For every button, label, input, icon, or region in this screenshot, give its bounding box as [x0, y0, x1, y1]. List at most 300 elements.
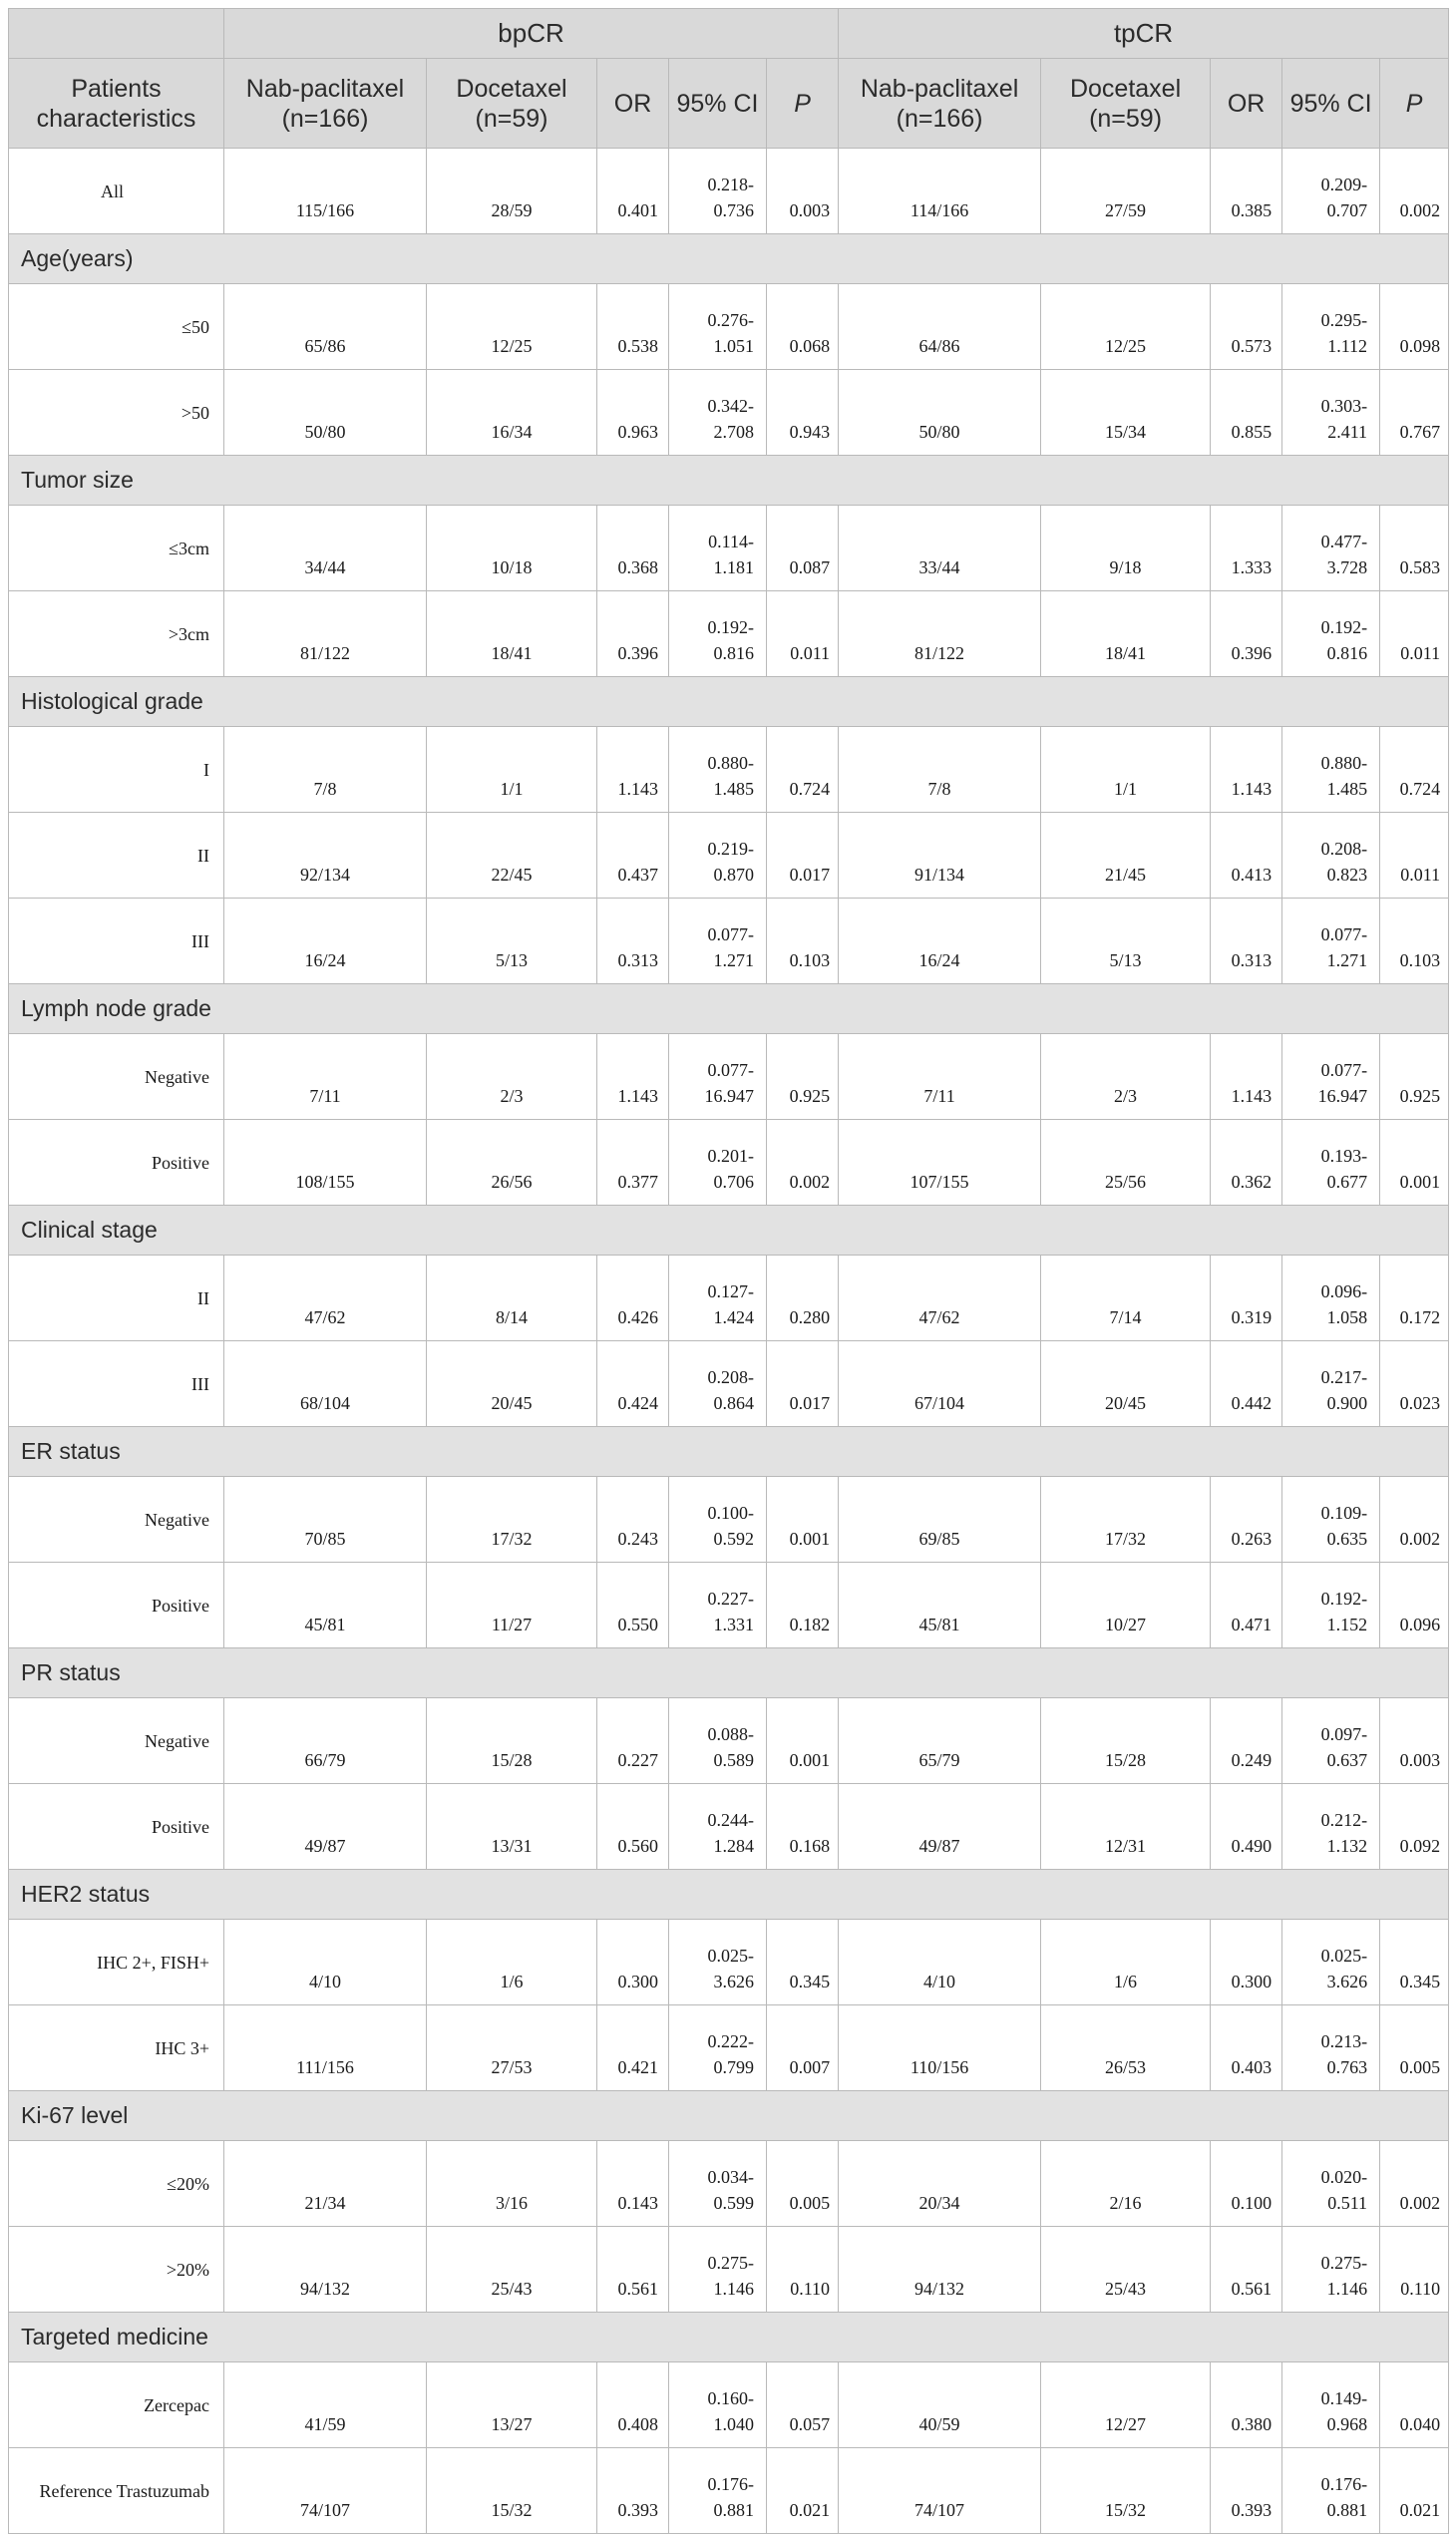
table-wrapper — [8, 8, 1448, 2534]
bpcr-or-cell: 0.963 — [597, 370, 669, 456]
bpcr-or-cell: 0.560 — [597, 1784, 669, 1870]
row-label: All — [9, 149, 224, 234]
tpcr-ci-cell — [1282, 2448, 1380, 2534]
bpcr-nab-cell: 65/86 — [224, 284, 427, 370]
ci-upper: 1.271 — [1326, 950, 1368, 970]
row-label: ≤3cm — [9, 506, 224, 591]
bpcr-p-cell: 0.011 — [767, 591, 839, 677]
bpcr-ci-cell — [669, 1256, 767, 1341]
tpcr-ci-cell — [1282, 1256, 1380, 1341]
bpcr-p-cell: 0.017 — [767, 813, 839, 899]
ci-upper: 0.968 — [1326, 2414, 1368, 2434]
tpcr-ci-cell — [1282, 1784, 1380, 1870]
table-row — [9, 370, 1449, 456]
tpcr-nab-cell: 16/24 — [839, 899, 1041, 984]
bpcr-ci-cell — [669, 1698, 767, 1784]
bpcr-p-cell: 0.068 — [767, 284, 839, 370]
bpcr-doc-cell: 1/6 — [427, 1920, 597, 2005]
ci-lower: 0.208- — [1320, 839, 1368, 859]
tpcr-ci-cell — [1282, 591, 1380, 677]
bpcr-ci-cell — [669, 899, 767, 984]
bpcr-or-cell: 0.538 — [597, 284, 669, 370]
bpcr-or-cell: 0.426 — [597, 1256, 669, 1341]
bpcr-or-cell: 0.368 — [597, 506, 669, 591]
row-label: III — [9, 1341, 224, 1427]
tpcr-doc-cell: 7/14 — [1041, 1256, 1211, 1341]
ci-lower: 0.212- — [1320, 1810, 1368, 1830]
header-patients: Patients characteristics — [9, 59, 224, 149]
tpcr-nab-cell: 65/79 — [839, 1698, 1041, 1784]
ci-lower: 0.077- — [1320, 924, 1368, 944]
bpcr-nab-cell: 108/155 — [224, 1120, 427, 1206]
header-bpcr-ci: 95% CI — [669, 59, 767, 149]
tpcr-doc-cell: 12/31 — [1041, 1784, 1211, 1870]
bpcr-or-cell: 0.377 — [597, 1120, 669, 1206]
section-label: Targeted medicine — [9, 2313, 1449, 2362]
ci-upper: 0.881 — [713, 2500, 754, 2520]
header-bpcr-p: P — [767, 59, 839, 149]
tpcr-nab-cell: 7/11 — [839, 1034, 1041, 1120]
tpcr-p-cell: 0.096 — [1380, 1563, 1449, 1648]
group-header-row — [9, 9, 1449, 59]
ci-lower: 0.096- — [1320, 1281, 1368, 1301]
tpcr-p-cell: 0.767 — [1380, 370, 1449, 456]
bpcr-or-cell: 0.300 — [597, 1920, 669, 2005]
tpcr-ci-cell — [1282, 1477, 1380, 1563]
header-tpcr: tpCR — [839, 9, 1449, 59]
ci-upper: 0.707 — [1326, 200, 1368, 220]
ci-upper: 0.881 — [1326, 2500, 1368, 2520]
ci-upper: 2.411 — [1327, 422, 1368, 442]
ci-upper: 3.626 — [1326, 1972, 1368, 1991]
row-label: IHC 3+ — [9, 2005, 224, 2091]
ci-lower: 0.880- — [707, 753, 754, 773]
bpcr-doc-cell: 17/32 — [427, 1477, 597, 1563]
bpcr-doc-cell: 22/45 — [427, 813, 597, 899]
ci-upper: 1.485 — [713, 779, 754, 799]
bpcr-doc-cell: 13/27 — [427, 2362, 597, 2448]
row-label: II — [9, 1256, 224, 1341]
header-tpcr-or: OR — [1211, 59, 1282, 149]
bpcr-p-cell: 0.168 — [767, 1784, 839, 1870]
ci-lower: 0.025- — [1320, 1946, 1368, 1966]
tpcr-p-cell: 0.172 — [1380, 1256, 1449, 1341]
ci-lower: 0.219- — [707, 839, 754, 859]
tpcr-nab-cell: 110/156 — [839, 2005, 1041, 2091]
table-row — [9, 1920, 1449, 2005]
tpcr-or-cell: 0.385 — [1211, 149, 1282, 234]
tpcr-nab-cell: 50/80 — [839, 370, 1041, 456]
tpcr-or-cell: 0.561 — [1211, 2227, 1282, 2313]
tpcr-ci-cell — [1282, 1563, 1380, 1648]
ci-lower: 0.176- — [707, 2474, 754, 2494]
ci-lower: 0.227- — [707, 1589, 754, 1609]
bpcr-doc-cell: 1/1 — [427, 727, 597, 813]
ci-lower: 0.209- — [1320, 175, 1368, 194]
bpcr-nab-cell: 74/107 — [224, 2448, 427, 2534]
ci-lower: 0.217- — [1320, 1367, 1368, 1387]
table-row — [9, 2005, 1449, 2091]
ci-lower: 0.160- — [707, 2388, 754, 2408]
bpcr-nab-cell: 7/8 — [224, 727, 427, 813]
section-row — [9, 1206, 1449, 1256]
bpcr-or-cell: 0.401 — [597, 149, 669, 234]
tpcr-or-cell: 0.100 — [1211, 2141, 1282, 2227]
ci-lower: 0.477- — [1320, 532, 1368, 551]
ci-lower: 0.020- — [1320, 2167, 1368, 2187]
tpcr-p-cell: 0.110 — [1380, 2227, 1449, 2313]
bpcr-nab-cell: 47/62 — [224, 1256, 427, 1341]
bpcr-doc-cell: 8/14 — [427, 1256, 597, 1341]
section-row — [9, 984, 1449, 1034]
bpcr-ci-cell — [669, 813, 767, 899]
bpcr-nab-cell: 7/11 — [224, 1034, 427, 1120]
header-bpcr-nab: Nab-paclitaxel (n=166) — [224, 59, 427, 149]
table-row — [9, 2141, 1449, 2227]
row-label: Positive — [9, 1563, 224, 1648]
row-label: Positive — [9, 1120, 224, 1206]
ci-upper: 1.284 — [713, 1836, 754, 1856]
ci-lower: 0.342- — [707, 396, 754, 416]
tpcr-doc-cell: 26/53 — [1041, 2005, 1211, 2091]
ci-upper: 0.637 — [1326, 1750, 1368, 1770]
tpcr-p-cell: 0.011 — [1380, 591, 1449, 677]
ci-lower: 0.077- — [1320, 1060, 1368, 1080]
ci-upper: 2.708 — [713, 422, 754, 442]
tpcr-or-cell: 0.413 — [1211, 813, 1282, 899]
row-label: III — [9, 899, 224, 984]
header-corner — [9, 9, 224, 59]
tpcr-p-cell: 0.583 — [1380, 506, 1449, 591]
section-label: HER2 status — [9, 1870, 1449, 1920]
ci-upper: 0.816 — [713, 643, 754, 663]
bpcr-doc-cell: 2/3 — [427, 1034, 597, 1120]
ci-lower: 0.208- — [707, 1367, 754, 1387]
bpcr-or-cell: 0.437 — [597, 813, 669, 899]
bpcr-nab-cell: 16/24 — [224, 899, 427, 984]
ci-upper: 1.485 — [1326, 779, 1368, 799]
table-row — [9, 1120, 1449, 1206]
tpcr-or-cell: 0.319 — [1211, 1256, 1282, 1341]
bpcr-or-cell: 0.561 — [597, 2227, 669, 2313]
bpcr-p-cell: 0.001 — [767, 1698, 839, 1784]
bpcr-or-cell: 0.424 — [597, 1341, 669, 1427]
tpcr-doc-cell: 27/59 — [1041, 149, 1211, 234]
header-tpcr-doc: Docetaxel (n=59) — [1041, 59, 1211, 149]
bpcr-doc-cell: 12/25 — [427, 284, 597, 370]
table-row — [9, 727, 1449, 813]
tpcr-or-cell: 1.143 — [1211, 1034, 1282, 1120]
section-row — [9, 1648, 1449, 1698]
tpcr-or-cell: 1.333 — [1211, 506, 1282, 591]
row-label: Negative — [9, 1698, 224, 1784]
bpcr-nab-cell: 115/166 — [224, 149, 427, 234]
table-row — [9, 899, 1449, 984]
tpcr-ci-cell — [1282, 1120, 1380, 1206]
ci-lower: 0.077- — [707, 924, 754, 944]
bpcr-doc-cell: 26/56 — [427, 1120, 597, 1206]
bpcr-ci-cell — [669, 1341, 767, 1427]
bpcr-doc-cell: 10/18 — [427, 506, 597, 591]
tpcr-p-cell: 0.011 — [1380, 813, 1449, 899]
table-row — [9, 1256, 1449, 1341]
ci-upper: 0.799 — [713, 2057, 754, 2077]
bpcr-doc-cell: 18/41 — [427, 591, 597, 677]
tpcr-nab-cell: 40/59 — [839, 2362, 1041, 2448]
tpcr-ci-cell — [1282, 1920, 1380, 2005]
ci-upper: 16.947 — [1317, 1086, 1368, 1106]
bpcr-or-cell: 0.227 — [597, 1698, 669, 1784]
ci-lower: 0.275- — [1320, 2253, 1368, 2273]
ci-lower: 0.201- — [707, 1146, 754, 1166]
tpcr-ci-cell — [1282, 1698, 1380, 1784]
tpcr-p-cell: 0.002 — [1380, 1477, 1449, 1563]
section-label: Tumor size — [9, 456, 1449, 506]
ci-lower: 0.275- — [707, 2253, 754, 2273]
bpcr-ci-cell — [669, 591, 767, 677]
tpcr-nab-cell: 47/62 — [839, 1256, 1041, 1341]
bpcr-ci-cell — [669, 149, 767, 234]
tpcr-or-cell: 0.442 — [1211, 1341, 1282, 1427]
ci-upper: 0.823 — [1326, 865, 1368, 885]
row-label: I — [9, 727, 224, 813]
row-label: Positive — [9, 1784, 224, 1870]
tpcr-doc-cell: 9/18 — [1041, 506, 1211, 591]
bpcr-p-cell: 0.925 — [767, 1034, 839, 1120]
bpcr-doc-cell: 3/16 — [427, 2141, 597, 2227]
tpcr-ci-cell — [1282, 506, 1380, 591]
bpcr-or-cell: 1.143 — [597, 1034, 669, 1120]
tpcr-p-cell: 0.092 — [1380, 1784, 1449, 1870]
bpcr-or-cell: 1.143 — [597, 727, 669, 813]
bpcr-ci-cell — [669, 1563, 767, 1648]
tpcr-ci-cell — [1282, 1341, 1380, 1427]
bpcr-p-cell: 0.002 — [767, 1120, 839, 1206]
table-row — [9, 2362, 1449, 2448]
bpcr-p-cell: 0.003 — [767, 149, 839, 234]
tpcr-or-cell: 1.143 — [1211, 727, 1282, 813]
bpcr-doc-cell: 16/34 — [427, 370, 597, 456]
ci-upper: 3.626 — [713, 1972, 754, 1991]
ci-upper: 1.132 — [1326, 1836, 1368, 1856]
bpcr-doc-cell: 28/59 — [427, 149, 597, 234]
bpcr-ci-cell — [669, 1120, 767, 1206]
bpcr-nab-cell: 68/104 — [224, 1341, 427, 1427]
bpcr-ci-cell — [669, 2005, 767, 2091]
tpcr-doc-cell: 5/13 — [1041, 899, 1211, 984]
header-tpcr-p: P — [1380, 59, 1449, 149]
bpcr-p-cell: 0.110 — [767, 2227, 839, 2313]
tpcr-nab-cell: 114/166 — [839, 149, 1041, 234]
bpcr-nab-cell: 94/132 — [224, 2227, 427, 2313]
tpcr-nab-cell: 33/44 — [839, 506, 1041, 591]
bpcr-p-cell: 0.943 — [767, 370, 839, 456]
bpcr-ci-cell — [669, 2227, 767, 2313]
tpcr-ci-cell — [1282, 727, 1380, 813]
ci-upper: 0.599 — [713, 2193, 754, 2213]
bpcr-ci-cell — [669, 727, 767, 813]
tpcr-p-cell: 0.925 — [1380, 1034, 1449, 1120]
bpcr-or-cell: 0.550 — [597, 1563, 669, 1648]
ci-lower: 0.276- — [707, 310, 754, 330]
tpcr-or-cell: 0.855 — [1211, 370, 1282, 456]
ci-upper: 1.112 — [1327, 336, 1368, 356]
tpcr-p-cell: 0.023 — [1380, 1341, 1449, 1427]
bpcr-doc-cell: 25/43 — [427, 2227, 597, 2313]
tpcr-p-cell: 0.005 — [1380, 2005, 1449, 2091]
table-row — [9, 1563, 1449, 1648]
tpcr-ci-cell — [1282, 2005, 1380, 2091]
tpcr-p-cell: 0.002 — [1380, 2141, 1449, 2227]
tpcr-nab-cell: 20/34 — [839, 2141, 1041, 2227]
tpcr-or-cell: 0.362 — [1211, 1120, 1282, 1206]
bpcr-or-cell: 0.408 — [597, 2362, 669, 2448]
ci-upper: 1.146 — [1326, 2279, 1368, 2299]
bpcr-doc-cell: 15/32 — [427, 2448, 597, 2534]
section-row — [9, 1870, 1449, 1920]
tpcr-doc-cell: 2/3 — [1041, 1034, 1211, 1120]
section-label: Lymph node grade — [9, 984, 1449, 1034]
bpcr-or-cell: 0.396 — [597, 591, 669, 677]
bpcr-p-cell: 0.017 — [767, 1341, 839, 1427]
bpcr-doc-cell: 15/28 — [427, 1698, 597, 1784]
tpcr-nab-cell: 94/132 — [839, 2227, 1041, 2313]
tpcr-p-cell: 0.098 — [1380, 284, 1449, 370]
tpcr-p-cell: 0.345 — [1380, 1920, 1449, 2005]
header-tpcr-ci: 95% CI — [1282, 59, 1380, 149]
tpcr-ci-cell — [1282, 370, 1380, 456]
bpcr-p-cell: 0.345 — [767, 1920, 839, 2005]
bpcr-ci-cell — [669, 1477, 767, 1563]
bpcr-nab-cell: 34/44 — [224, 506, 427, 591]
section-label: Histological grade — [9, 677, 1449, 727]
bpcr-nab-cell: 49/87 — [224, 1784, 427, 1870]
tpcr-doc-cell: 15/32 — [1041, 2448, 1211, 2534]
ci-upper: 0.763 — [1326, 2057, 1368, 2077]
ci-lower: 0.244- — [707, 1810, 754, 1830]
tpcr-ci-cell — [1282, 2141, 1380, 2227]
tpcr-ci-cell — [1282, 284, 1380, 370]
tpcr-or-cell: 0.300 — [1211, 1920, 1282, 2005]
bpcr-p-cell: 0.057 — [767, 2362, 839, 2448]
row-label: Negative — [9, 1034, 224, 1120]
tpcr-or-cell: 0.263 — [1211, 1477, 1282, 1563]
ci-lower: 0.109- — [1320, 1503, 1368, 1523]
section-row — [9, 234, 1449, 284]
table-row — [9, 2448, 1449, 2534]
bpcr-nab-cell: 21/34 — [224, 2141, 427, 2227]
ci-lower: 0.034- — [707, 2167, 754, 2187]
ci-upper: 1.271 — [713, 950, 754, 970]
bpcr-or-cell: 0.421 — [597, 2005, 669, 2091]
tpcr-nab-cell: 7/8 — [839, 727, 1041, 813]
tpcr-or-cell: 0.393 — [1211, 2448, 1282, 2534]
bpcr-doc-cell: 20/45 — [427, 1341, 597, 1427]
bpcr-ci-cell — [669, 506, 767, 591]
bpcr-ci-cell — [669, 370, 767, 456]
section-row — [9, 2313, 1449, 2362]
tpcr-or-cell: 0.249 — [1211, 1698, 1282, 1784]
ci-upper: 0.736 — [713, 200, 754, 220]
tpcr-doc-cell: 21/45 — [1041, 813, 1211, 899]
ci-upper: 0.635 — [1326, 1529, 1368, 1549]
ci-upper: 1.152 — [1326, 1615, 1368, 1634]
tpcr-doc-cell: 17/32 — [1041, 1477, 1211, 1563]
table-row — [9, 506, 1449, 591]
tpcr-p-cell: 0.003 — [1380, 1698, 1449, 1784]
tpcr-nab-cell: 81/122 — [839, 591, 1041, 677]
tpcr-doc-cell: 18/41 — [1041, 591, 1211, 677]
ci-upper: 0.589 — [713, 1750, 754, 1770]
ci-lower: 0.097- — [1320, 1724, 1368, 1744]
ci-lower: 0.303- — [1320, 396, 1368, 416]
row-label: >50 — [9, 370, 224, 456]
bpcr-p-cell: 0.021 — [767, 2448, 839, 2534]
tpcr-p-cell: 0.001 — [1380, 1120, 1449, 1206]
tpcr-ci-cell — [1282, 2227, 1380, 2313]
ci-lower: 0.127- — [707, 1281, 754, 1301]
ci-lower: 0.077- — [707, 1060, 754, 1080]
ci-upper: 0.677 — [1326, 1172, 1368, 1192]
section-row — [9, 677, 1449, 727]
bpcr-p-cell: 0.005 — [767, 2141, 839, 2227]
row-label: Reference Trastuzumab — [9, 2448, 224, 2534]
bpcr-p-cell: 0.724 — [767, 727, 839, 813]
header-tpcr-nab: Nab-paclitaxel (n=166) — [839, 59, 1041, 149]
tpcr-nab-cell: 45/81 — [839, 1563, 1041, 1648]
ci-lower: 0.192- — [1320, 617, 1368, 637]
ci-upper: 1.181 — [713, 557, 754, 577]
tpcr-p-cell: 0.724 — [1380, 727, 1449, 813]
bpcr-p-cell: 0.182 — [767, 1563, 839, 1648]
row-label: >3cm — [9, 591, 224, 677]
tpcr-doc-cell: 1/6 — [1041, 1920, 1211, 2005]
row-label: IHC 2+, FISH+ — [9, 1920, 224, 2005]
ci-lower: 0.218- — [707, 175, 754, 194]
bpcr-or-cell: 0.143 — [597, 2141, 669, 2227]
bpcr-doc-cell: 13/31 — [427, 1784, 597, 1870]
bpcr-ci-cell — [669, 2141, 767, 2227]
ci-lower: 0.149- — [1320, 2388, 1368, 2408]
tpcr-p-cell: 0.040 — [1380, 2362, 1449, 2448]
tpcr-ci-cell — [1282, 1034, 1380, 1120]
tpcr-doc-cell: 12/27 — [1041, 2362, 1211, 2448]
tpcr-or-cell: 0.471 — [1211, 1563, 1282, 1648]
ci-upper: 1.146 — [713, 2279, 754, 2299]
section-row — [9, 456, 1449, 506]
bpcr-or-cell: 0.243 — [597, 1477, 669, 1563]
ci-upper: 1.040 — [713, 2414, 754, 2434]
bpcr-nab-cell: 111/156 — [224, 2005, 427, 2091]
bpcr-p-cell: 0.280 — [767, 1256, 839, 1341]
ci-upper: 0.864 — [713, 1393, 754, 1413]
tpcr-doc-cell: 25/43 — [1041, 2227, 1211, 2313]
ci-lower: 0.100- — [707, 1503, 754, 1523]
ci-lower: 0.088- — [707, 1724, 754, 1744]
section-label: ER status — [9, 1427, 1449, 1477]
bpcr-p-cell: 0.103 — [767, 899, 839, 984]
tpcr-doc-cell: 15/28 — [1041, 1698, 1211, 1784]
bpcr-nab-cell: 50/80 — [224, 370, 427, 456]
tpcr-nab-cell: 4/10 — [839, 1920, 1041, 2005]
bpcr-nab-cell: 92/134 — [224, 813, 427, 899]
tpcr-doc-cell: 25/56 — [1041, 1120, 1211, 1206]
tpcr-ci-cell — [1282, 149, 1380, 234]
ci-lower: 0.295- — [1320, 310, 1368, 330]
results-table — [8, 8, 1449, 2534]
ci-upper: 0.511 — [1327, 2193, 1368, 2213]
section-label: Clinical stage — [9, 1206, 1449, 1256]
